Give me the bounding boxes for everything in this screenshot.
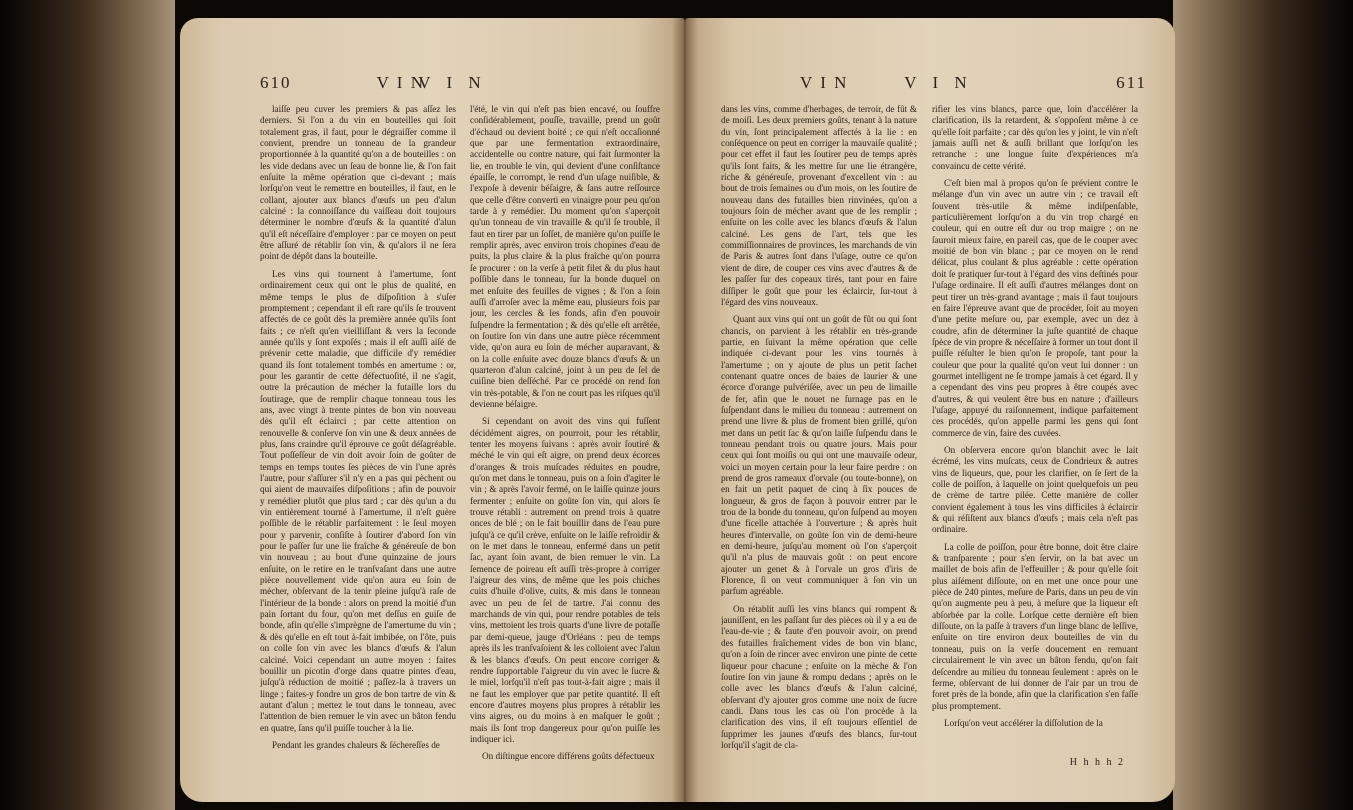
paragraph: C'eſt bien mal à propos qu'on ſe prévient contre le mélange d'un vin avec un autre vin ; ce travail eſt ſouvent très-utile & même indiſpenſable, particulièrement lorſqu'on a du vin trop chargé en couleur, qui en outre eſt dur ou trop maigre ; on ne ſauroit mieux faire, en pareil cas, que de le couper avec moitié de bon vin blanc ; par ce moyen on le rend délicat, plus coulant & plus agréable : cette opération doit ſe pratiquer ſur-tout à l'égard des vins deſtinés pour l'uſage ordinaire. Il eſt auſſi d'autres mélanges dont on peut tirer un très-grand avantage ; mais il faut toujours en faire l'épreuve avant que de procéder, ſoit au moyen d'une petite meſure ou, par exemple, avec un dez à coudre, afin de déterminer la juſte quantité de chaque ſpèce de vin propre & néceſſaire à former un tout dont il puiſſe réſulter le bien qu'on ſe propoſe, tant pour la couleur que pour la qualité qu'on veut lui donner : un gourmet intelligent ne ſe trompe jamais à cet égard. Il y a cependant des vins peu propres à être coupés avec d'autres, & qui veulent être bus en nature ; d'ailleurs l'uſage, appuyé du raiſonnement, indique parfaitement ces procédés, qu'on appelle parmi les gens qui ſont commerce de vin, faire des cuvées. (932, 178, 1138, 438)
paragraph: On obſervera encore qu'on blanchit avec le lait écrémé, les vins muſcats, ceux de Condrieux & autres vins de liqueurs, que, pour les clarifier, on ſe ſert de la colle de poiſſon, à laquelle on joint quelquefois un peu de crème de tartre pilée. Cette manière de coller convient également à tous les vins difficiles à éclaircir & qui réſiſtent aux blancs d'œufs ; mais cela n'eſt pas ordinaire. (932, 444, 1138, 535)
running-head-left-right-page: V I N (800, 73, 849, 92)
paragraph: Pendant les grandes chaleurs & ſéchereſſes de (272, 739, 440, 750)
running-head-center-right: V I N (904, 73, 973, 92)
paragraph: Les vins qui tournent à l'amertume, ſont ordinairement ceux qui ont le plus de qualité, en même temps le plus de diſpoſition à s'uſer promptement ; cependant il eſt rare qu'ils ſe trouvent affectés de ce goût dès la première année qu'ils ſont faits ; ce n'eſt qu'en vieilliſſant & vers la ſeconde année qu'ils y ſont expoſés ; mais il eſt auſſi aiſé de prévenir cette maladie, que difficile d'y remédier quand ils ſont totalement tombés en amertume : or, pour les garantir de cette défectuoſité, il ne s'agit, outre la précaution de mécher la futaille lors du ſoutirage, que de remplir chaque tonneau tous les ans, avec vingt à trente pintes de bon vin nouveau dès qu'il eſt éclairci ; par cette attention on renouvelle & conſerve ſon vin une & deux années de plus, ſans craindre qu'il éprouve ce goût déſagréable. Tout poſſeſſeur de vin doit avoir ſoin de goûter de temps en temps toutes ſes pièces de vin l'une après l'autre, pour s'aſſurer s'il n'y en a pas qui pèchent ou qui aient de mauvaiſes diſpoſitions ; afin de pouvoir y remédier plutôt que plus tard ; car dès qu'un a du vin entièrement tourné à l'amertume, il n'eſt guère poſſible de le rétablir parfaitement : le ſeul moyen pour y parvenir, conſiſte à ſoutirer d'abord ſon vin pour le paſſer ſur une lie fraîche & généreuſe de bon vin nouveau ; au bout d'une quinzaine de jours enſuite, on le retire en le tranſvaſant dans une autre pièce nouvellement vide qu'on aura eu ſoin de mécher, obſervant de la tenir pleine juſqu'à raſe de l'intérieur de la bonde : alors on prend la moitié d'un pain ſortant du four, qu'on met deſſus en guiſe de bonde, afin qu'elle s'imprègne de l'amertume du vin ; & dès qu'elle en eſt tout à-fait imbibée, on l'ôte, puis on colle ſon vin avec les blancs d'œufs & l'alun calciné. Voici cependant un autre moyen : faites bouillir un picotin d'orge dans quatre pintes d'eau, juſqu'à réduction de moitié ; paſſez-la à travers un linge ; faites-y fondre un gros de bon tartre de vin & autant d'alun ; mettez le tout dans le tonneau, avec l'attention de bien remuer le vin avec un bâton fendu en quatre, ſans qu'il puiſſe toucher à la lie. (260, 268, 456, 733)
right-page (685, 18, 1175, 802)
right-page-column-1 (721, 104, 917, 772)
paragraph: Si cependant on avoit des vins qui fuſſent décidément aigres, on pourroit, pour les rétablir, tenter les moyens ſuivans : après avoir ſoutiré & méché le vin qui eſt aigre, on prend deux écorces d'oranges & trois muſcades réduites en poudre, qu'on met dans le tonneau, puis on a ſoin d'agiter le vin ; & après l'avoir fermé, on le laiſſe quinze jours fermenter ; enſuite on goûte ſon vin, qui alors ſe trouve rétabli : autrement on prend trois à quatre onces de blé ; on le fait bouillir dans de l'eau pure juſqu'à ce qu'il crève, enſuite on le laiſſe refroidir & on le met dans le tonneau, enfermé dans un petit ſac, ayant ſoin avant, de bien remuer le vin. La ſemence de poireau eſt auſſi très-propre à corriger l'aigreur des vins, de même que les pois chiches cuits d'huile d'olive, cuits, & mis dans le tonneau avec un peu de ſel de tartre. J'ai connu des marchands de vin qui, pour rendre potables de tels vins, mettoient les trois quarts d'une livre de potaſſe par demi-queue, jauge d'Orléans : peu de temps après ils les tranſvaſoient & les colloient avec l'alun & les blancs d'œufs. On peut encore corriger & rendre ſupportable l'aigreur du vin avec le ſucre & le miel, lorſqu'il n'eſt pas tout-à-fait aigre ; mais il ne faut les employer que par petite quantité. Il eſt encore d'autres moyens plus propres à rétablir les vins aigres, ou du moins à en maſquer le goût ; mais ils ſont trop dangereux pour qu'on puiſſe les indiquer ici. (470, 416, 660, 744)
paragraph: Quant aux vins qui ont un goût de fût ou qui ſont chancis, on parvient à les rétablir en très-grande partie, en ſuivant la même opération que celle indiquée ci-devant pour les vins tournés à l'amertume ; on y ajoute de plus un petit ſachet contenant quatre onces de baies de laurier & une écorce d'orange pulvériſée, avec un peu de limaille de fer, afin que le nouet ne ſurnage pas en le ſuſpendant dans le milieu du tonneau : autrement on prend une livre & plus de froment bien grillé, qu'on met dans un petit ſac & qu'on laiſſe ſuſpendu dans le tonneau pendant trois ou quatre jours. Mais pour ceux qui ſont moiſis ou qui ont une mauvaiſe odeur, voici un moyen certain pour la leur faire perdre : on prend de gros rameaux d'orvale (ou toute-bonne), on en fait un petit paquet de cinq à ſix pouces de longueur, & gros de façon à pouvoir entrer par le trou de la bonde du tonneau, qu'on ſuſpend au moyen d'une ficelle attachée à l'ouverture ; & après huit heures d'intervalle, on goûte ſon vin de demi-heure en demi-heure, juſqu'au moment où l'on s'aperçoit qu'il n'a plus de mauvais goût : on peut encore ajouter un genet & à l'orvale un gros d'iris de Florence, ſi on veut communiquer à ſon vin un parfum agréable. (721, 314, 917, 597)
paragraph: On rétablit auſſi les vins blancs qui rompent & jauniſſent, en les paſſant ſur des pièces où il y a eu de l'eau-de-vie ; & faute d'en pouvoir avoir, on prend des futailles fraîchement vides de bon vin blanc, qu'on a ſoin de rincer avec environ une pinte de cette liqueur pour chacune ; enſuite on la mèche & l'on ſoutire ſon vin jaune & rompu dedans ; après on le colle avec les blancs d'œufs & l'alun calciné, obſervant d'y ajouter gros comme une noix de ſucre candi. Dans tous les cas où l'on procède à la clarification des vins, il eſt toujours eſſentiel de ſupprimer les jaunes d'œufs des blancs, ſur-tout lorſqu'il s'agit de cla- (721, 603, 917, 750)
book-cover-edge-left (0, 0, 175, 810)
right-page-column-2 (932, 104, 1138, 772)
left-page-column-2 (470, 104, 660, 772)
paragraph: laiſſe peu cuver les premiers & pas aſſez les derniers. Si l'on a du vin en bouteilles qui ſoit totalement gras, il faut, pour le dégraiſſer comme il convient, prendre un tonneau de la grandeur proportionnée à la quantité qu'on a de bouteilles : on les vide dedans avec un ſeau de bonne lie, & l'on fait enſuite la même opération que ci-devant ; mais lorſqu'on veut le remettre en bouteilles, il faut, en le collant, ajouter aux blancs d'œufs un peu d'alun calciné : la connoiſſance du vaiſſeau doit toujours déterminer le nombre d'œufs & la quantité d'alun qu'il eſt néceſſaire d'employer : par ce moyen on peut être aſſuré de rétablir ſon vin, & qu'alors il ne ſera point de dépôt dans la bouteille. (260, 104, 456, 262)
paragraph: dans les vins, comme d'herbages, de terroir, de fût & de moiſi. Les deux premiers goûts, tenant à la nature du vin, ſont principalement affectés à la lie : en conſéquence on peut en corriger la mauvaiſe qualité ; pour cet effet il faut les ſoutirer peu de temps après qu'ils ſont faits, & les mettre ſur une lie étrangère, riche & généreuſe, provenant d'excellent vin : au bout de trois ſemaines ou d'un mois, on les ſoutire de nouveau dans des futailles bien rinvinées, qu'on a toujours ſoin de mécher avant que de les remplir ; enſuite on les colle avec les blancs d'œufs & l'alun calciné. Les gens de l'art, tels que les commiſſionnaires de provinces, les marchands de vin de Paris & autres ſont dans l'uſage, outre ce qu'on vient de dire, de couper ces vins avec d'autres & de les paſſer ſur des copeaux tirés, tant pour en faire diſſiper le goût que pour les éclaircir, ſur-tout à l'égard des vins nouveaux. (721, 104, 917, 307)
left-page-column-1 (260, 104, 456, 772)
page-number-right: 611 (1116, 73, 1147, 92)
running-head-left: V I N (376, 73, 425, 92)
paragraph: On diſtingue encore différens goûts défectueux (482, 751, 655, 762)
left-page-header (260, 70, 645, 96)
book-gutter (672, 18, 698, 802)
paragraph: l'été, le vin qui n'eſt pas bien encavé, ou ſouffre conſidérablement, pouſſe, travaille, prend un goût d'échaud ou devient boité ; ce qui n'eſt occaſionné que par une fermentation extraordinaire, accidentelle ou contre nature, qui fait ſurmonter la lie, en trouble le vin, qui devient d'une conſiſtance épaiſſe, le corrompt, le rend d'un uſage nuiſible, & l'expoſe à devenir béſaigre, & ſans autre reſſource que celle d'être converti en vinaigre pour peu qu'on tarde à y remédier. Du moment qu'on s'aperçoit qu'un tonneau de vin travaille & qu'il ſe trouble, il faut en tirer par un ſoſſet, de manière qu'on puiſſe le remplir après, avec environ trois chopines d'eau de puits, la plus claire & la plus fraîche qu'on pourra ſe procurer : on la verſe à petit filet & du plus haut poſſible dans le tonneau, ſur la bonde duquel on met enſuite des feuilles de vignes ; & l'on a ſoin auſſi d'arroſer avec la même eau, plusieurs fois par jour, les cercles & les fonds, afin d'en pouvoir ſuſpendre la fermentation ; & dès qu'elle eſt arrêtée, on ſoutire ſon vin dans une autre pièce récemment vide, qu'on aura eu ſoin de mécher auparavant, & on la colle enſuite avec douze blancs d'œufs & un quarteron d'alun calciné, joint à un peu de ſel de cuiſine bien deſſéché. Par ce procédé on rend ſon vin très-potable, & l'on ne court pas les riſques qu'il devienne béſaigre. (470, 104, 660, 409)
paragraph: La colle de poiſſon, pour être bonne, doit être claire & tranſparente ; pour s'en ſervir, on la bat avec un maillet de bois afin de l'effeuiller ; & pour qu'elle ſoit plus aiſément diſſoute, on en met une once pour une pièce de 240 pintes, meſure de Paris, dans un peu de vin qu'on augmente peu à peu, à meſure que la liqueur eſt abſorbée par la colle. Lorſque cette dernière eſt bien diſſoute, on la paſſe à travers d'un linge blanc de leſſive, enſuite on tire environ deux bouteilles de vin du tonneau, puis on la verſe doucement en remuant circulairement le vin avec un bâton fendu, qu'on fait deſcendre au milieu du tonneau ſeulement : après on le ferme, obſervant de lui donner de l'air par un trou de foret près de la bonde, afin que la clarification s'en faſſe plus promptement. (932, 541, 1138, 711)
signature-mark: H h h h 2 (1069, 757, 1125, 768)
page-number-left: 610 (260, 73, 292, 92)
paragraph: rifier les vins blancs, parce que, loin d'accélérer la clarification, ils la retardent, & s'oppoſent même à ce qu'elle ſoit parfaite ; car dès qu'on les y joint, le vin n'eſt jamais auſſi net & auſſi brillant que lorſqu'on les retranche : une longue ſuite d'expériences m'a convaincu de cette vérité. (932, 104, 1138, 171)
left-page (180, 18, 685, 802)
right-page-header (730, 70, 1147, 96)
running-head-center-left: V I N (418, 73, 487, 92)
book-cover-edge-right (1173, 0, 1353, 810)
paragraph: Lorſqu'on veut accélérer la diſſolution de la (944, 717, 1103, 728)
